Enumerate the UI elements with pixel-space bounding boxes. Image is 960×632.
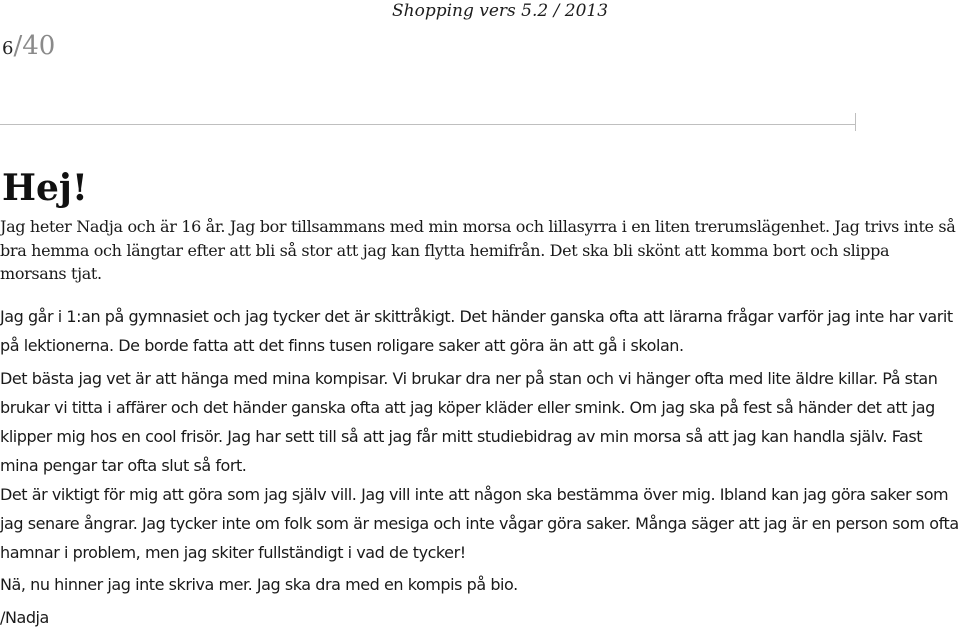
- greeting-heading: Hej!: [2, 167, 88, 209]
- header-divider-tick: [855, 113, 856, 131]
- page-total: /40: [13, 31, 56, 61]
- header-divider: [0, 124, 856, 125]
- paragraph-friends: Det bästa jag vet är att hänga med mina kompisar. Vi brukar dra ner på stan och vi hänger ofta med lite äldre killar. På stan brukar vi titta i affärer och det händer ganska ofta att jag köper kläder eller smink. Om jag ska på fest så händer det att jag klipper mig hos en cool frisör. Jag har sett till så att jag får mitt studiebidrag av min morsa så att jag kan handla själv. Fast mina pengar tar ofta slut så fort.: [0, 369, 938, 475]
- page-current: 6: [2, 38, 14, 59]
- signature: /Nadja: [0, 608, 49, 627]
- paragraph-school: Jag går i 1:an på gymnasiet och jag tycker det är skittråkigt. Det händer ganska ofta att lärarna frågar varför jag inte har varit på lektionerna. De borde fatta att det finns tusen roligare saker att göra än att gå i skolan.: [0, 307, 953, 355]
- paragraph-closing: Nä, nu hinner jag inte skriva mer. Jag ska dra med en kompis på bio.: [0, 575, 518, 594]
- paragraph-attitude: Det är viktigt för mig att göra som jag själv vill. Jag vill inte att någon ska bestämma över mig. Ibland kan jag göra saker som jag senare ångrar. Jag tycker inte om folk som är mesiga och inte vågar göra saker. Många säger att jag är en person som ofta hamnar i problem, men jag skiter fullständigt i vad de tycker!: [0, 485, 959, 562]
- page-number: [2, 31, 55, 64]
- paragraph-intro: Jag heter Nadja och är 16 år. Jag bor tillsammans med min morsa och lillasyrra i en liten trerumslägenhet. Jag trivs inte så bra hemma och längtar efter att bli så stor att jag kan flytta hemifrån. Det ska bli skönt att komma bort och slippa morsans tjat.: [0, 217, 956, 283]
- document-title: Shopping vers 5.2 / 2013: [392, 1, 609, 21]
